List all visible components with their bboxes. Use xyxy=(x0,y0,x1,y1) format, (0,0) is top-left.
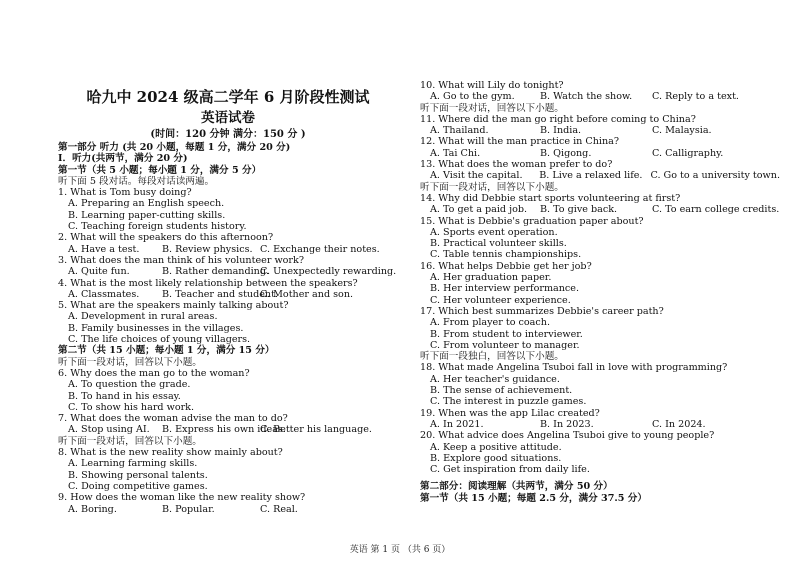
options-13 xyxy=(420,170,780,181)
option-4b: B. Teacher and student. xyxy=(162,288,279,300)
question-8: 8. What is the new reality show mainly about? xyxy=(58,447,283,459)
monologue-instruction: 听下面一段独白，回答以下小题。 xyxy=(420,351,564,363)
question-2: 2. What will the speakers do this afternoon? xyxy=(58,232,274,244)
options-11 xyxy=(420,125,780,136)
dialogue-instruction: 听下面一段对话，回答以下小题。 xyxy=(420,102,564,114)
options-3 xyxy=(58,266,398,277)
option-12b: B. Qigong. xyxy=(540,147,592,159)
option-15b: B. Practical volunteer skills. xyxy=(430,238,567,250)
option-9c: C. Real. xyxy=(260,503,298,515)
page-footer: 英语 第 1 页 （共 6 页） xyxy=(349,544,451,555)
options-12 xyxy=(420,148,780,159)
option-17b: B. From student to interviewer. xyxy=(430,328,583,340)
options-14 xyxy=(420,204,780,215)
left-column xyxy=(58,0,398,515)
options-19 xyxy=(420,419,780,430)
question-20: 20. What advice does Angelina Tsuboi give to young people? xyxy=(420,430,715,442)
question-6: 6. Why does the man go to the woman? xyxy=(58,367,250,379)
section1-heading: 第一节（共 5 小题；每小题 1 分，满分 5 分） xyxy=(58,164,262,176)
option-2b: B. Review physics. xyxy=(162,243,253,255)
option-14b: B. To give back. xyxy=(540,204,618,216)
part2-section1-heading: 第一节（共 15 小题；每题 2.5 分，满分 37.5 分） xyxy=(420,492,647,504)
option-2c: C. Exchange their notes. xyxy=(260,243,380,255)
option-16c: C. Her volunteer experience. xyxy=(430,294,571,306)
exam-title: 哈九中 2024 级高二学年 6 月阶段性测试 xyxy=(86,88,370,106)
option-16b: B. Her interview performance. xyxy=(430,283,580,295)
option-2a: A. Have a test. xyxy=(68,243,140,255)
option-6a: A. To question the grade. xyxy=(68,379,191,391)
option-5a: A. Development in rural areas. xyxy=(68,311,218,323)
question-9: 9. How does the woman like the new reality show? xyxy=(58,492,306,504)
question-11: 11. Where did the man go right before coming to China? xyxy=(420,113,696,125)
option-15a: A. Sports event operation. xyxy=(430,226,558,238)
option-13c: C. Go to a university town. xyxy=(650,170,780,182)
option-7b: B. Express his own ideas. xyxy=(162,424,286,436)
option-3a: A. Quite fun. xyxy=(68,266,130,278)
options-4 xyxy=(58,289,398,300)
option-13a: A. Visit the capital. xyxy=(430,170,523,182)
option-19a: A. In 2021. xyxy=(430,418,484,430)
question-4: 4. What is the most likely relationship between the speakers? xyxy=(58,277,358,289)
option-4c: C. Mother and son. xyxy=(260,288,354,300)
option-12a: A. Tai Chi. xyxy=(430,147,481,159)
section2-instruction: 听下面一段对话，回答以下小题。 xyxy=(58,356,202,368)
option-11a: A. Thailand. xyxy=(430,125,489,137)
question-3: 3. What does the man think of his volunteer work? xyxy=(58,254,304,266)
option-12c: C. Calligraphy. xyxy=(652,147,724,159)
option-14a: A. To get a paid job. xyxy=(430,204,528,216)
section-i-heading: I．听力(共两节，满分 20 分) xyxy=(58,153,188,165)
options-9 xyxy=(58,504,398,515)
dialogue-instruction: 听下面一段对话，回答以下小题。 xyxy=(58,435,202,447)
question-17: 17. Which best summarizes Debbie's career path? xyxy=(420,305,664,317)
option-14c: C. To earn college credits. xyxy=(652,204,780,216)
option-10c: C. Reply to a text. xyxy=(652,91,739,103)
option-18c: C. The interest in puzzle games. xyxy=(430,396,587,408)
option-8b: B. Showing personal talents. xyxy=(68,469,208,481)
option-1b: B. Learning paper-cutting skills. xyxy=(68,209,226,221)
question-1: 1. What is Tom busy doing? xyxy=(58,187,192,199)
option-3b: B. Rather demanding. xyxy=(162,266,270,278)
title-block xyxy=(58,86,398,142)
exam-subtitle: 英语试卷 xyxy=(201,110,255,126)
option-4a: A. Classmates. xyxy=(68,288,140,300)
dialogue-instruction: 听下面一段对话，回答以下小题。 xyxy=(420,181,564,193)
option-20a: A. Keep a positive attitude. xyxy=(430,441,562,453)
option-17c: C. From volunteer to manager. xyxy=(430,339,580,351)
option-15c: C. Table tennis championships. xyxy=(430,249,582,261)
option-5c: C. The life choices of young villagers. xyxy=(68,334,251,346)
question-13: 13. What does the woman prefer to do? xyxy=(420,159,613,171)
question-19: 19. When was the app Lilac created? xyxy=(420,407,600,419)
option-13b: B. Live a relaxed life. xyxy=(539,170,643,182)
option-19b: B. In 2023. xyxy=(540,418,594,430)
question-5: 5. What are the speakers mainly talking about? xyxy=(58,300,289,312)
option-7c: C. Better his language. xyxy=(260,424,372,436)
option-9a: A. Boring. xyxy=(68,503,117,515)
option-8a: A. Learning farming skills. xyxy=(68,458,198,470)
option-1c: C. Teaching foreign students history. xyxy=(68,221,247,233)
part1-heading: 第一部分 听力 (共 20 小题，每题 1 分，满分 20 分) xyxy=(58,142,291,153)
section1-instruction: 听下面 5 段对话。每段对话读两遍。 xyxy=(58,175,215,187)
question-18: 18. What made Angelina Tsuboi fall in love with programming? xyxy=(420,362,728,374)
section2-heading: 第二节（共 15 小题；每小题 1 分，满分 15 分） xyxy=(58,345,275,357)
option-1a: A. Preparing an English speech. xyxy=(68,198,225,210)
option-6c: C. To show his hard work. xyxy=(68,401,195,413)
options-7 xyxy=(58,424,398,435)
option-11c: C. Malaysia. xyxy=(652,125,712,137)
question-15: 15. What is Debbie's graduation paper about? xyxy=(420,215,644,227)
options-10 xyxy=(420,91,780,102)
question-10: 10. What will Lily do tonight? xyxy=(420,80,564,91)
question-14: 14. Why did Debbie start sports volunteering at first? xyxy=(420,192,681,204)
option-8c: C. Doing competitive games. xyxy=(68,480,208,492)
question-12: 12. What will the man practice in China? xyxy=(420,136,620,148)
time-score: (时间：120 分钟 满分：150 分 ) xyxy=(150,129,306,140)
option-18a: A. Her teacher's guidance. xyxy=(430,373,560,385)
question-7: 7. What does the woman advise the man to do? xyxy=(58,413,288,425)
option-10b: B. Watch the show. xyxy=(540,91,633,103)
part2-heading: 第二部分：阅读理解（共两节，满分 50 分） xyxy=(420,481,613,493)
option-7a: A. Stop using AI. xyxy=(68,424,150,436)
option-20c: C. Get inspiration from daily life. xyxy=(430,464,590,476)
option-6b: B. To hand in his essay. xyxy=(68,390,181,402)
options-2 xyxy=(58,244,398,255)
option-9b: B. Popular. xyxy=(162,503,215,515)
option-20b: B. Explore good situations. xyxy=(430,452,562,464)
option-11b: B. India. xyxy=(540,125,582,137)
option-16a: A. Her graduation paper. xyxy=(430,272,552,284)
option-5b: B. Family businesses in the villages. xyxy=(68,322,244,334)
question-16: 16. What helps Debbie get her job? xyxy=(420,260,592,272)
option-18b: B. The sense of achievement. xyxy=(430,385,573,397)
option-17a: A. From player to coach. xyxy=(430,317,551,329)
option-10a: A. Go to the gym. xyxy=(430,91,515,103)
option-3c: C. Unexpectedly rewarding. xyxy=(260,266,397,278)
right-column xyxy=(420,80,780,504)
option-19c: C. In 2024. xyxy=(652,418,706,430)
